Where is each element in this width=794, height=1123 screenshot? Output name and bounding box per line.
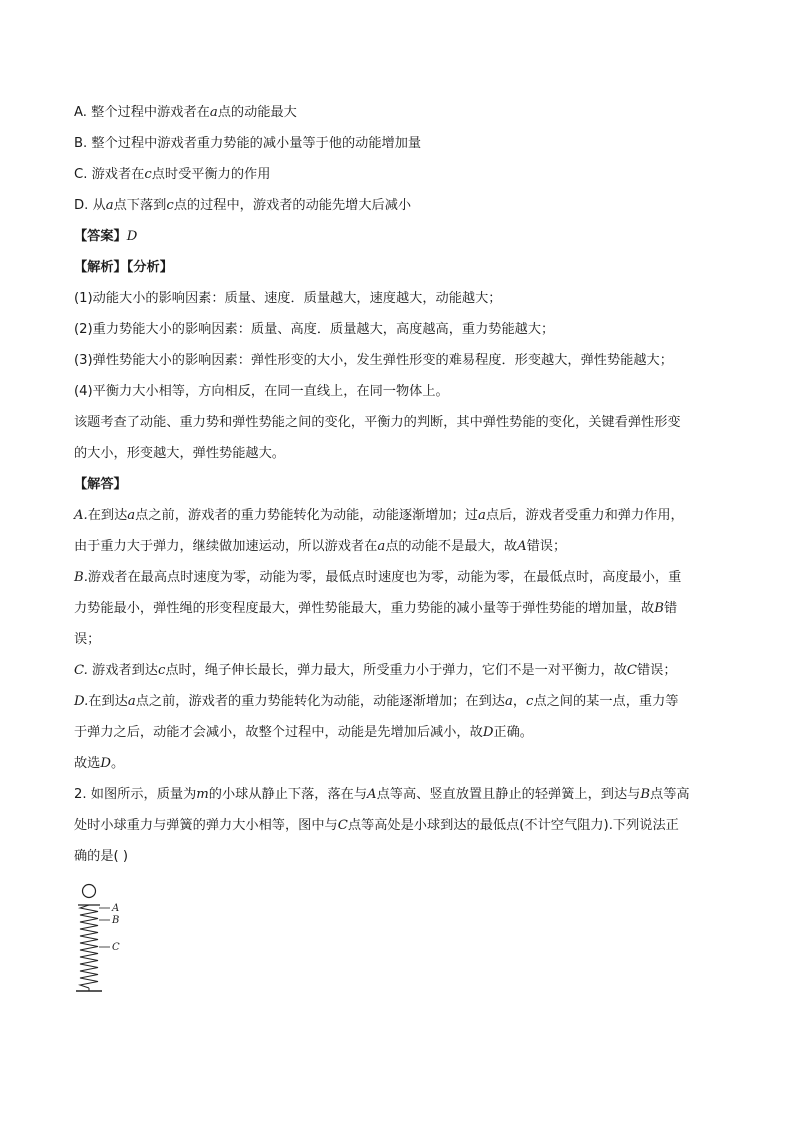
answer-label: 【答案】 (74, 229, 127, 244)
label-a: A (112, 903, 120, 914)
solution-b-line: 误； (74, 632, 101, 647)
answer-line (74, 227, 137, 247)
question2-line: 处时小球重力与弹簧的弹力大小相等，图中与C点等高处是小球到达的最低点(不计空气阻力).下列说法正 (74, 818, 679, 833)
spring-coil (80, 905, 98, 988)
question2-line: 2. 如图所示，质量为m的小球从静止下落，落在与A点等高、竖直放置且静止的轻弹簧上，到达与B点等高 (74, 787, 690, 802)
answer-value: D (126, 229, 138, 244)
option-a: A. 整个过程中游戏者在a点的动能最大 (74, 105, 297, 120)
solution-d-line: D.在到达a点之前，游戏者的重力势能转化为动能，动能逐渐增加；在到达a，c点之间的某一点，重力等 (74, 694, 679, 709)
solution-a-line: 由于重力大于弹力，继续做加速运动，所以游戏者在a点的动能不是最大，故A错误； (74, 539, 567, 554)
option-d: D. 从a点下落到c点的过程中，游戏者的动能先增大后减小 (74, 198, 412, 213)
solution-b-line: B.游戏者在最高点时速度为零，动能为零，最低点时速度也为零，动能为零，在最低点时，高度最小，重 (74, 570, 682, 585)
option-b: B. 整个过程中游戏者重力势能的减小量等于他的动能增加量 (74, 136, 422, 151)
analysis-point: (2)重力势能大小的影响因素：质量、高度．质量越大，高度越高，重力势能越大； (74, 322, 555, 337)
analysis-label: 【解析】【分析】 (74, 260, 173, 275)
solution-label: 【解答】 (74, 477, 127, 492)
option-c: C. 游戏者在c点时受平衡力的作用 (74, 167, 271, 182)
solution-d-line: 于弹力之后，动能才会减小，故整个过程中，动能是先增加后减小，故D正确。 (74, 725, 533, 740)
analysis-point: (1)动能大小的影响因素：质量、速度．质量越大，速度越大，动能越大； (74, 291, 502, 306)
analysis-point: (4)平衡力大小相等，方向相反，在同一直线上，在同一物体上。 (74, 384, 449, 399)
spring-figure (70, 878, 130, 996)
question2-line: 确的是( ) (74, 849, 129, 864)
label-c: C (112, 942, 120, 953)
analysis-summary: 该题考查了动能、重力势和弹性势能之间的变化，平衡力的判断，其中弹性势能的变化，关键看弹性形变 (74, 415, 681, 430)
analysis-point: (3)弹性势能大小的影响因素：弹性形变的大小，发生弹性形变的难易程度．形变越大，弹性势能越大； (74, 353, 673, 368)
ball-icon (83, 885, 96, 898)
label-b: B (112, 915, 120, 926)
solution-conclusion: 故选D。 (74, 756, 125, 771)
solution-c-line: C. 游戏者到达c点时，绳子伸长最长，弹力最大，所受重力小于弹力，它们不是一对平衡力，故C错误； (74, 663, 677, 678)
spring-diagram (70, 878, 130, 996)
solution-b-line: 力势能最小，弹性绳的形变程度最大，弹性势能最大，重力势能的减小量等于弹性势能的增加量，故B错 (74, 601, 678, 616)
analysis-summary: 的大小，形变越大，弹性势能越大。 (74, 446, 285, 461)
solution-a-line: A.在到达a点之前，游戏者的重力势能转化为动能，动能逐渐增加；过a点后，游戏者受重力和弹力作用， (74, 508, 684, 523)
